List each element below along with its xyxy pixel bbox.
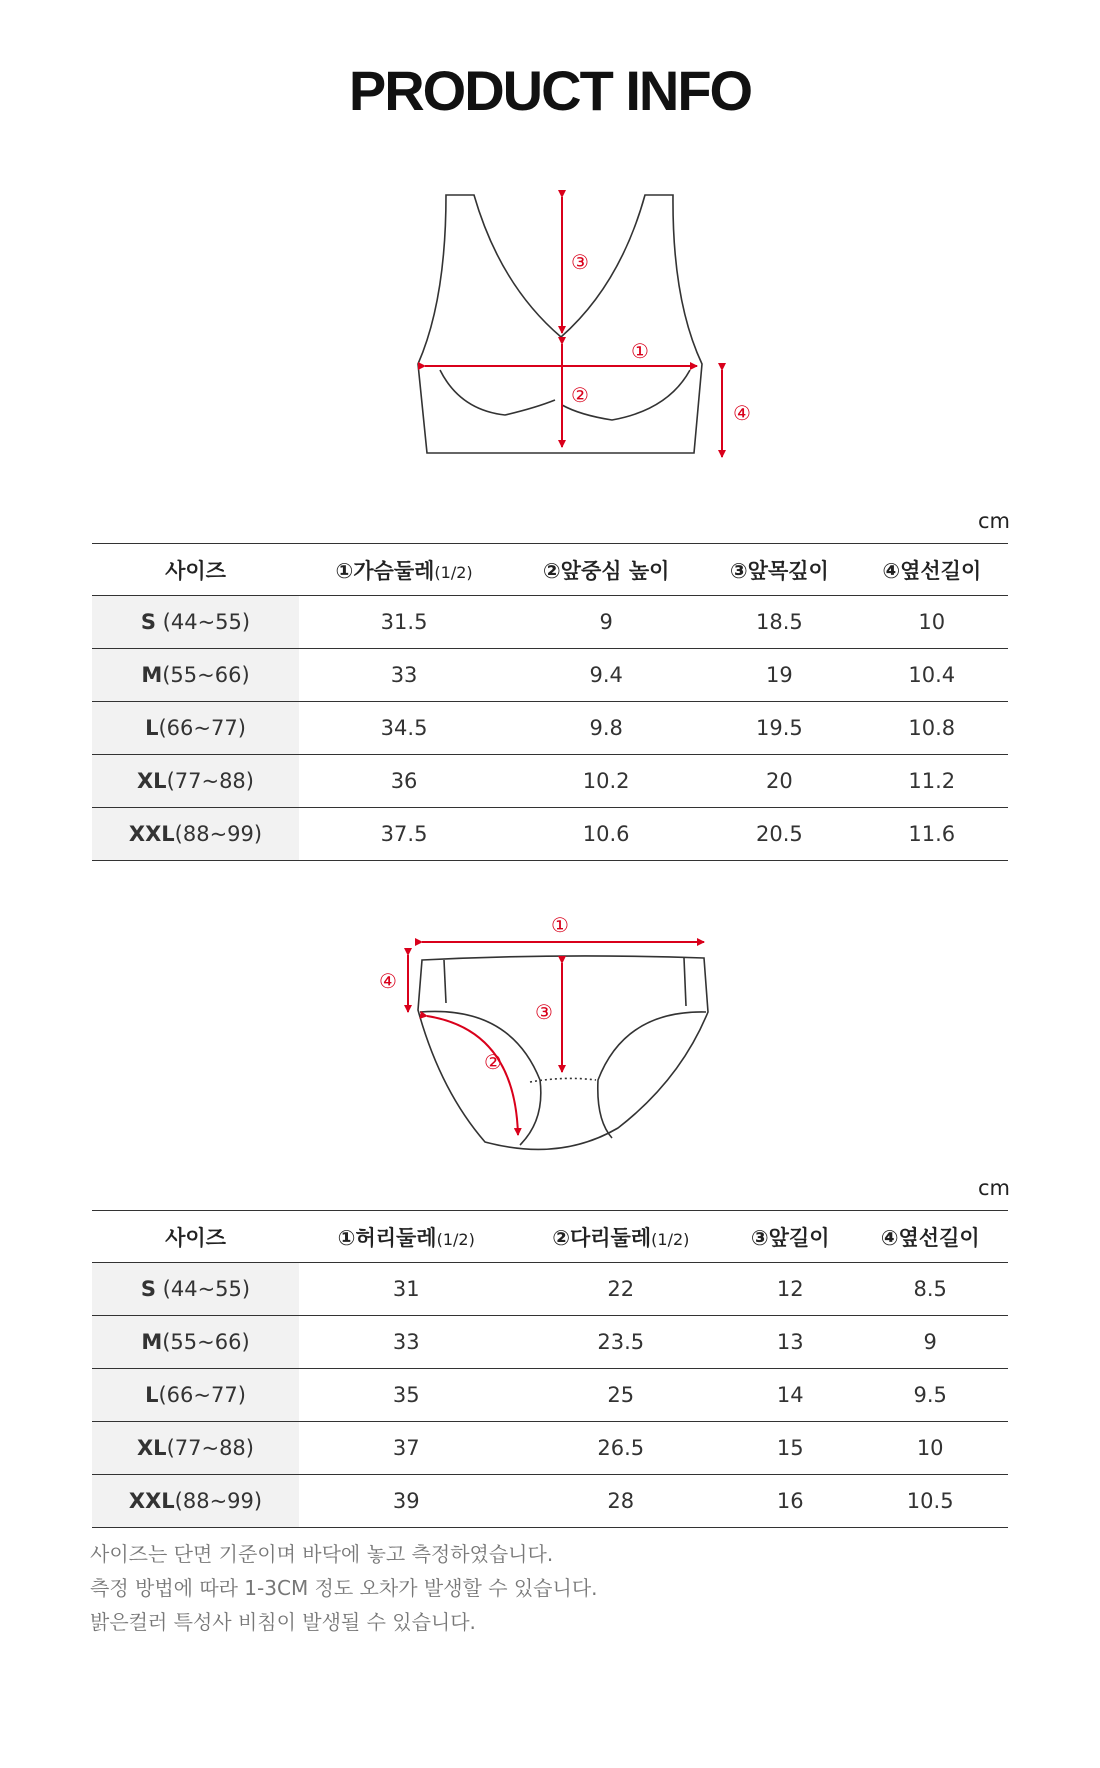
size-label: XL(77~88) <box>92 1422 299 1475</box>
table-cell: 20 <box>703 755 855 808</box>
table-cell: 31 <box>299 1263 514 1316</box>
table-cell: 28 <box>514 1475 729 1528</box>
table-cell: 19 <box>703 649 855 702</box>
bra-label-2: ② <box>571 383 589 407</box>
header-side-length: ④옆선길이 <box>852 1211 1008 1263</box>
header-size: 사이즈 <box>92 544 299 596</box>
table-cell: 23.5 <box>514 1316 729 1369</box>
header-front-length: ③앞길이 <box>728 1211 852 1263</box>
bra-label-1: ① <box>631 339 649 363</box>
note-line: 측정 방법에 따라 1-3CM 정도 오차가 발생할 수 있습니다. <box>90 1576 598 1600</box>
bra-diagram <box>400 185 751 470</box>
bra-measure-lines <box>425 197 722 457</box>
table-cell: 39 <box>299 1475 514 1528</box>
bra-label-4: ④ <box>733 401 751 425</box>
table-cell: 37.5 <box>299 808 509 861</box>
briefs-measure-lines <box>408 942 704 1135</box>
size-label: M(55~66) <box>92 649 299 702</box>
table-cell: 10.2 <box>509 755 703 808</box>
table-cell: 11.6 <box>856 808 1008 861</box>
table-cell: 10 <box>852 1422 1008 1475</box>
table-cell: 34.5 <box>299 702 509 755</box>
bra-label-3: ③ <box>571 250 589 274</box>
table-cell: 9 <box>852 1316 1008 1369</box>
table-header-row <box>92 1211 1008 1263</box>
table-cell: 25 <box>514 1369 729 1422</box>
size-label: M(55~66) <box>92 1316 299 1369</box>
table-cell: 33 <box>299 649 509 702</box>
table-cell: 10.4 <box>856 649 1008 702</box>
header-neck-depth: ③앞목깊이 <box>703 544 855 596</box>
briefs-label-2: ② <box>484 1050 502 1074</box>
table-cell: 13 <box>728 1316 852 1369</box>
table-cell: 10 <box>856 596 1008 649</box>
table-cell: 15 <box>728 1422 852 1475</box>
table-row <box>92 1475 1008 1528</box>
table-cell: 14 <box>728 1369 852 1422</box>
bottom-size-table <box>92 1210 1008 1528</box>
table-cell: 8.5 <box>852 1263 1008 1316</box>
table-row <box>92 1263 1008 1316</box>
briefs-label-4: ④ <box>379 969 397 993</box>
note-line: 사이즈는 단면 기준이며 바닥에 놓고 측정하였습니다. <box>90 1542 554 1566</box>
size-label: L(66~77) <box>92 702 299 755</box>
table-cell: 26.5 <box>514 1422 729 1475</box>
table-cell: 9 <box>509 596 703 649</box>
size-label: XXL(88~99) <box>92 1475 299 1528</box>
size-label: XXL(88~99) <box>92 808 299 861</box>
table-cell: 9.4 <box>509 649 703 702</box>
table-row <box>92 649 1008 702</box>
header-bust: ①가슴둘레(1/2) <box>299 544 509 596</box>
table-cell: 18.5 <box>703 596 855 649</box>
size-label: S (44~55) <box>92 596 299 649</box>
table-cell: 35 <box>299 1369 514 1422</box>
table-row <box>92 596 1008 649</box>
briefs-diagram <box>370 910 720 1165</box>
table-cell: 9.5 <box>852 1369 1008 1422</box>
table-cell: 11.2 <box>856 755 1008 808</box>
header-size: 사이즈 <box>92 1211 299 1263</box>
table-cell: 36 <box>299 755 509 808</box>
top-unit-label: cm <box>977 509 1010 533</box>
table-cell: 37 <box>299 1422 514 1475</box>
table-row <box>92 1369 1008 1422</box>
briefs-label-3: ③ <box>535 1000 553 1024</box>
size-notes <box>90 1537 598 1639</box>
table-row <box>92 755 1008 808</box>
size-label: L(66~77) <box>92 1369 299 1422</box>
table-cell: 33 <box>299 1316 514 1369</box>
table-row <box>92 808 1008 861</box>
table-cell: 16 <box>728 1475 852 1528</box>
size-label: XL(77~88) <box>92 755 299 808</box>
note-line: 밝은컬러 특성사 비침이 발생될 수 있습니다. <box>90 1610 476 1634</box>
table-row <box>92 702 1008 755</box>
header-front-height: ②앞중심 높이 <box>509 544 703 596</box>
header-side-length: ④옆선길이 <box>856 544 1008 596</box>
table-row <box>92 1422 1008 1475</box>
table-cell: 10.8 <box>856 702 1008 755</box>
header-waist: ①허리둘레(1/2) <box>299 1211 514 1263</box>
table-header-row <box>92 544 1008 596</box>
bottom-unit-label: cm <box>977 1176 1010 1200</box>
table-cell: 20.5 <box>703 808 855 861</box>
table-cell: 19.5 <box>703 702 855 755</box>
table-cell: 31.5 <box>299 596 509 649</box>
page-title: PRODUCT INFO <box>348 59 752 122</box>
table-row <box>92 1316 1008 1369</box>
table-cell: 10.6 <box>509 808 703 861</box>
briefs-label-1: ① <box>551 913 569 937</box>
size-label: S (44~55) <box>92 1263 299 1316</box>
top-size-table <box>92 543 1008 861</box>
table-cell: 9.8 <box>509 702 703 755</box>
table-cell: 10.5 <box>852 1475 1008 1528</box>
header-leg: ②다리둘레(1/2) <box>514 1211 729 1263</box>
table-cell: 22 <box>514 1263 729 1316</box>
table-cell: 12 <box>728 1263 852 1316</box>
bra-outline <box>418 195 702 453</box>
